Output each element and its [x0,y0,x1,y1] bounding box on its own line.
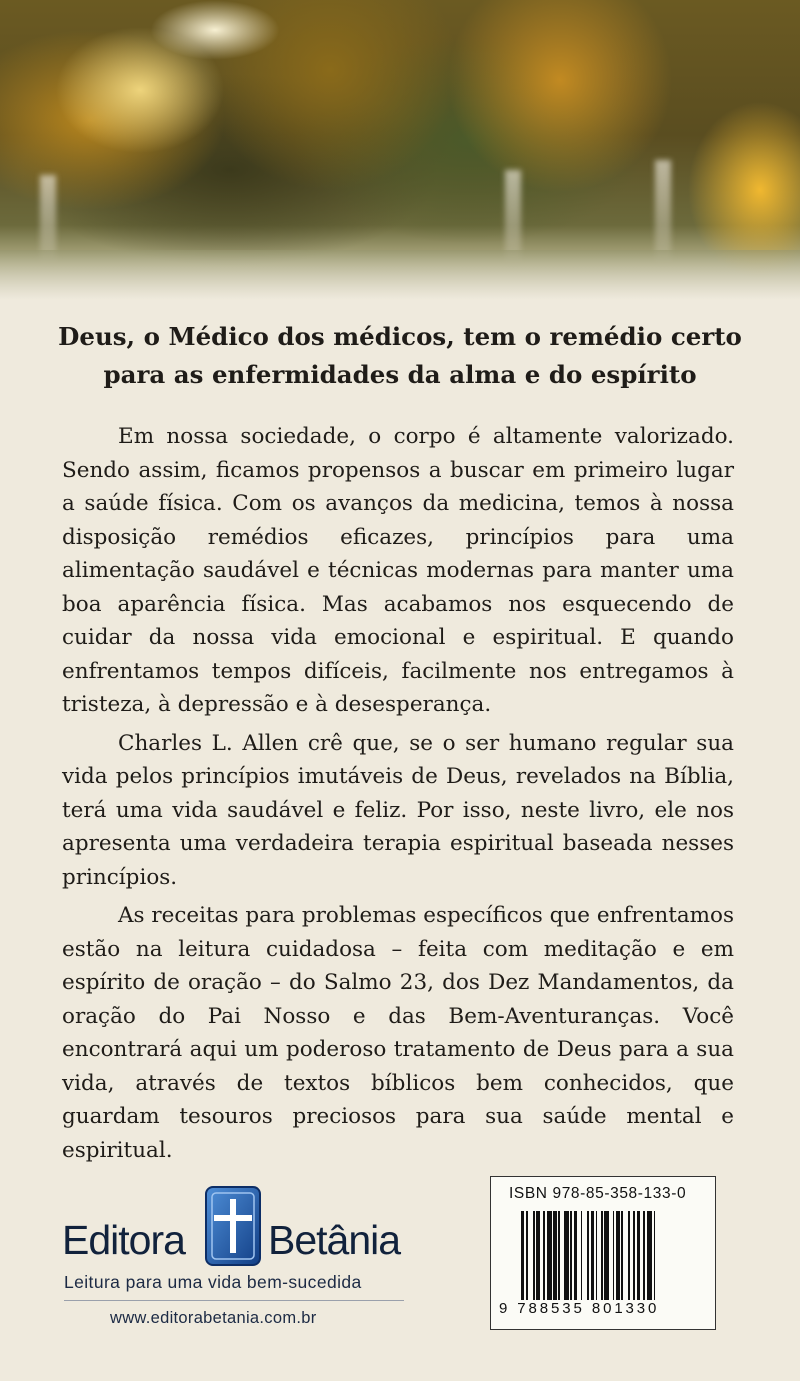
publisher-tagline: Leitura para uma vida bem-sucedida [64,1272,362,1292]
paragraph: As receitas para problemas específicos que enfrentamos estão na leitura cuidadosa – feita com meditação e em espírito de oração – do Salmo 23, dos Dez Mandamentos, da oração do Pai Nosso e das Bem-Aventuranças. Você encontrará aqui um poderoso tratamento de Deus para a sua vida, através de textos bíblicos bem conhecidos, que guardam tesouros preciosos para sua saúde mental e espiritual. [62,903,735,1163]
tree-trunk [40,175,56,260]
barcode-digits: 9 788535 801330 [499,1300,660,1317]
publisher-logo [62,1185,407,1335]
paragraph: Em nossa sociedade, o corpo é altamente valorizado. Sendo assim, ficamos propensos a buscar em primeiro lugar a saúde física. Com os avanços da medicina, temos à nossa disposição remédios eficazes, princípios para uma alimentação saudável e técnicas modernas para manter uma boa aparência física. Mas acabamos nos esquecendo de cuidar da nossa vida emocional e espiritual. E quando enfrentamos tempos difíceis, facilmente nos entregamos à tristeza, à depressão e à desesperança. [62,424,734,717]
bible-logo-icon [202,1185,264,1267]
synopsis [62,420,734,1172]
lawn [0,250,800,300]
publisher-url: www.editorabetania.com.br [110,1309,317,1327]
sky-glow [150,0,280,60]
cover-photo [0,0,800,300]
heading-line-1: Deus, o Médico dos médicos, tem o remédio certo [58,322,742,351]
tree-trunk [655,160,671,260]
divider [64,1300,404,1301]
publisher-name-right: Betânia [268,1217,401,1263]
isbn-label: ISBN 978-85-358-133-0 [509,1185,687,1202]
paragraph: Charles L. Allen crê que, se o ser humano regular sua vida pelos princípios imutáveis de Deus, revelados na Bíblia, terá uma vida saudável e feliz. Por isso, neste livro, ele nos apresenta uma verdadeira terapia espiritual baseada nesses princípios. [62,730,734,890]
publisher-name-left: Editora [62,1217,185,1263]
barcode-box [490,1176,716,1330]
heading-line-2: para as enfermidades da alma e do espírito [103,360,697,389]
back-cover-heading [40,318,760,394]
tree-trunk [505,170,521,260]
